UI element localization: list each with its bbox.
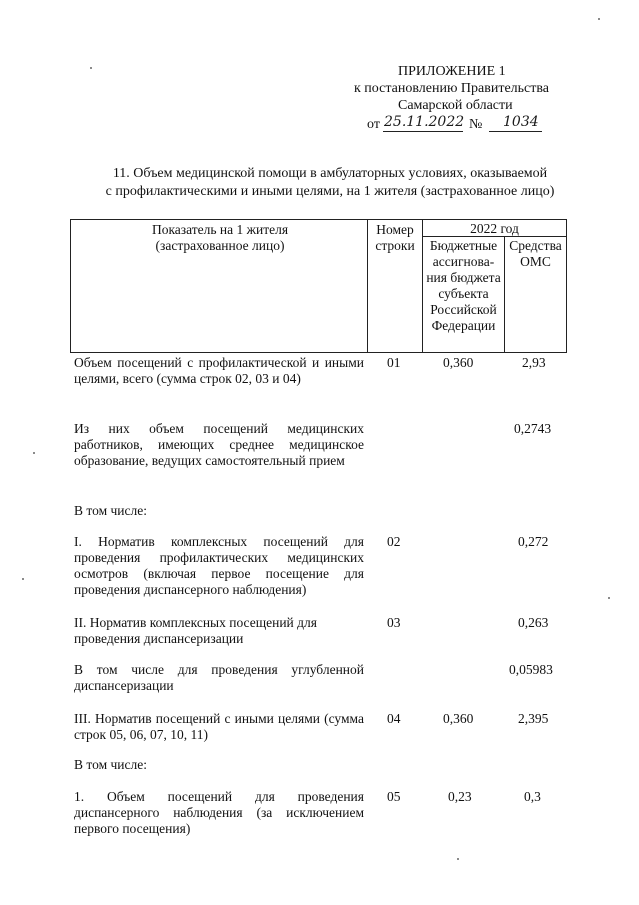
number-underline <box>489 131 542 132</box>
date-underline <box>383 131 463 132</box>
number-label: № <box>469 117 483 132</box>
row-budget-value: 0,360 <box>443 711 474 726</box>
appendix-heading: ПРИЛОЖЕНИЕ 1 <box>398 64 506 79</box>
section-title-line2: с профилактическими и иными целями, на 1 жителя (застрахованное лицо) <box>105 184 555 199</box>
decree-date: 25.11.2022 <box>384 114 465 130</box>
appendix-subheading: к постановлению Правительства <box>354 81 550 96</box>
appendix-region: Самарской области <box>398 98 513 113</box>
col-header-row-number: Номер строки <box>375 222 415 253</box>
row-budget-value: 0,23 <box>448 789 472 804</box>
row-oms-value: 2,395 <box>518 711 549 726</box>
row-oms-value: 0,3 <box>524 789 541 804</box>
row-number: 02 <box>387 534 401 549</box>
row-label: В том числе для проведения углубленной диспансеризации <box>74 662 364 693</box>
row-label: II. Норматив комплексных посещений для проведения диспансеризации <box>74 615 317 646</box>
row-number: 01 <box>387 355 401 370</box>
row-number: 05 <box>387 789 401 804</box>
row-label: Объем посещений с профилактической и иными целями, всего (сумма строк 02, 03 и 04) <box>74 355 364 386</box>
row-label: Из них объем посещений медицинских работников, имеющих среднее медицинское образование, ведущих самостоятельный прием <box>74 421 364 468</box>
row-number: 03 <box>387 615 401 630</box>
row-oms-value: 0,272 <box>518 534 549 549</box>
col-header-budget: Бюджетные ассигнова-ния бюджета субъекта Российской Федерации <box>426 238 501 333</box>
row-label: I. Норматив комплексных посещений для проведения профилактических медицинских осмотров (включая первое посещение для проведения диспансерного наблюдения) <box>74 534 364 597</box>
row-label: 1. Объем посещений для проведения диспансерного наблюдения (за исключением первого посещения) <box>74 789 364 836</box>
decree-number: 1034 <box>503 114 539 130</box>
row-number: 04 <box>387 711 401 726</box>
row-label: В том числе: <box>74 503 147 518</box>
date-label: от <box>367 117 380 132</box>
col-header-year: 2022 год <box>470 221 519 236</box>
row-label: III. Норматив посещений с иными целями (сумма строк 05, 06, 07, 10, 11) <box>74 711 364 742</box>
section-title-line1: 11. Объем медицинской помощи в амбулаторных условиях, оказываемой <box>112 166 548 181</box>
row-oms-value: 0,263 <box>518 615 549 630</box>
row-oms-value: 0,05983 <box>509 662 553 677</box>
row-label: В том числе: <box>74 757 147 772</box>
row-oms-value: 0,2743 <box>514 421 552 436</box>
row-oms-value: 2,93 <box>522 355 546 370</box>
col-header-indicator: Показатель на 1 жителя (застрахованное лицо) <box>151 222 289 253</box>
col-header-oms: Средства ОМС <box>509 238 562 269</box>
row-budget-value: 0,360 <box>443 355 474 370</box>
